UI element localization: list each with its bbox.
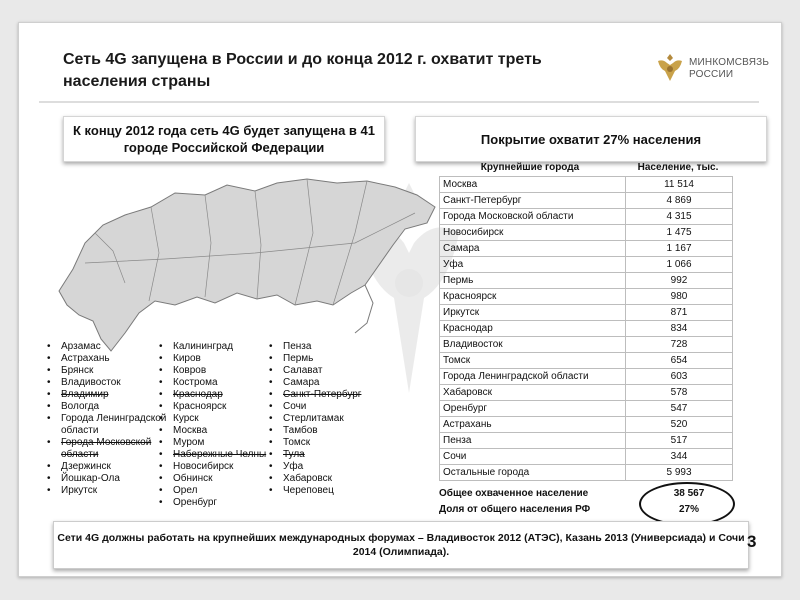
table-row: [440, 385, 733, 401]
city-cell: Томск: [440, 353, 626, 369]
city-cell: Самара: [440, 241, 626, 257]
cities-column-1: [45, 341, 173, 497]
population-cell: 5 993: [626, 465, 733, 481]
city-list-item: • Краснодар: [157, 389, 277, 401]
city-list-item: • Хабаровск: [267, 473, 387, 485]
population-cell: 517: [626, 433, 733, 449]
city-list-item: • Кострома: [157, 377, 277, 389]
city-list-item: • Йошкар-Ола: [45, 473, 173, 485]
city-list-item: • Томск: [267, 437, 387, 449]
slide-title: Сеть 4G запущена в России и до конца 2012 г. охватит треть населения страны: [63, 51, 542, 90]
city-list-item: • Орел: [157, 485, 277, 497]
city-list-item: • Обнинск: [157, 473, 277, 485]
city-list-item: • Сочи: [267, 401, 387, 413]
city-cell: Остальные города: [440, 465, 626, 481]
city-list-item: • Киров: [157, 353, 277, 365]
cities-column-2: [157, 341, 277, 509]
table-row: [440, 241, 733, 257]
city-list-item: • Пермь: [267, 353, 387, 365]
city-cell: Красноярск: [440, 289, 626, 305]
right-panel-header: Покрытие охватит 27% населения: [415, 116, 767, 162]
share-label: Доля от общего населения РФ: [439, 503, 591, 515]
city-list-item: • Арзамас: [45, 341, 173, 353]
city-list-item: • Курск: [157, 413, 277, 425]
city-cell: Владивосток: [440, 337, 626, 353]
city-cell: Оренбург: [440, 401, 626, 417]
table-header: [437, 158, 751, 176]
city-list-item: • Владимир: [45, 389, 173, 401]
share-value: 27%: [678, 503, 699, 515]
city-list-item: • Калининград: [157, 341, 277, 353]
column-header-population: Население, тыс.: [637, 161, 719, 173]
population-cell: 11 514: [626, 177, 733, 193]
column-header-city: Крупнейшие города: [480, 161, 580, 173]
city-list-item: • Салават: [267, 365, 387, 377]
city-list-item: • Санкт-Петербург: [267, 389, 387, 401]
city-cell: Города Московской области: [440, 209, 626, 225]
bottom-note: Сети 4G должны работать на крупнейших международных форумах – Владивосток 2012 (АТЭС), Казань 2013 (Универсиада) и Сочи 2014 (Олимпиада).: [53, 521, 749, 569]
table-row: [440, 209, 733, 225]
population-cell: 578: [626, 385, 733, 401]
table-row: [440, 289, 733, 305]
population-table: [437, 158, 751, 481]
city-list-item: • Ковров: [157, 365, 277, 377]
city-list-item: • Пенза: [267, 341, 387, 353]
table-row: [440, 465, 733, 481]
city-cell: Города Ленинградской области: [440, 369, 626, 385]
slide: [18, 22, 782, 577]
city-cell: Новосибирск: [440, 225, 626, 241]
city-cell: Астрахань: [440, 417, 626, 433]
table-row: [440, 225, 733, 241]
cities-column-3: [267, 341, 387, 497]
city-cell: Пермь: [440, 273, 626, 289]
population-cell: 1 167: [626, 241, 733, 257]
city-list-item: • Уфа: [267, 461, 387, 473]
table-row: [440, 417, 733, 433]
population-cell: 992: [626, 273, 733, 289]
table-row: [440, 401, 733, 417]
city-list-item: • Города Ленинградской области: [45, 413, 173, 437]
population-cell: 344: [626, 449, 733, 465]
table-row: [440, 369, 733, 385]
population-cell: 871: [626, 305, 733, 321]
population-cell: 4 315: [626, 209, 733, 225]
population-cell: 547: [626, 401, 733, 417]
table-row: [440, 257, 733, 273]
total-value: 38 567: [673, 487, 705, 499]
city-cell: Москва: [440, 177, 626, 193]
city-list-item: • Дзержинск: [45, 461, 173, 473]
table-row: [440, 449, 733, 465]
table-row: [440, 433, 733, 449]
left-panel-header: К концу 2012 года сеть 4G будет запущена в 41 городе Российской Федерации: [63, 116, 385, 162]
city-cell: Иркутск: [440, 305, 626, 321]
table-row: [440, 337, 733, 353]
city-cell: Пенза: [440, 433, 626, 449]
city-list-item: • Муром: [157, 437, 277, 449]
ministry-logo: [655, 51, 775, 91]
city-list-item: • Череповец: [267, 485, 387, 497]
logo-text: МИНКОМСВЯЗЬ РОССИИ: [689, 57, 770, 80]
city-cell: Хабаровск: [440, 385, 626, 401]
city-cell: Санкт-Петербург: [440, 193, 626, 209]
population-cell: 520: [626, 417, 733, 433]
total-label: Общее охваченное население: [439, 487, 589, 499]
city-list-item: • Оренбург: [157, 497, 277, 509]
population-cell: 1 475: [626, 225, 733, 241]
table-row: [440, 177, 733, 193]
page-number: 3: [747, 532, 757, 551]
city-list-item: • Самара: [267, 377, 387, 389]
title-divider: [39, 101, 759, 103]
table-row: [440, 321, 733, 337]
population-cell: 603: [626, 369, 733, 385]
highlight-ellipse: [639, 482, 735, 526]
russia-map: [55, 173, 455, 363]
city-list-item: • Вологда: [45, 401, 173, 413]
city-list-item: • Владивосток: [45, 377, 173, 389]
eagle-emblem-icon: [655, 51, 685, 85]
table-row: [440, 353, 733, 369]
city-list-item: • Брянск: [45, 365, 173, 377]
population-cell: 4 869: [626, 193, 733, 209]
city-list-item: • Тула: [267, 449, 387, 461]
table-row: [440, 193, 733, 209]
population-cell: 654: [626, 353, 733, 369]
city-list-item: • Новосибирск: [157, 461, 277, 473]
city-cell: Уфа: [440, 257, 626, 273]
city-list-item: • Набережные Челны: [157, 449, 277, 461]
population-cell: 728: [626, 337, 733, 353]
city-cell: Сочи: [440, 449, 626, 465]
table-row: [440, 273, 733, 289]
population-cell: 834: [626, 321, 733, 337]
city-list-item: • Тамбов: [267, 425, 387, 437]
city-list-item: • Красноярск: [157, 401, 277, 413]
city-list-item: • Москва: [157, 425, 277, 437]
population-cell: 980: [626, 289, 733, 305]
population-cell: 1 066: [626, 257, 733, 273]
city-cell: Краснодар: [440, 321, 626, 337]
city-list-item: • Города Московской области: [45, 437, 173, 461]
city-list-item: • Астрахань: [45, 353, 173, 365]
city-list-item: • Стерлитамак: [267, 413, 387, 425]
table-row: [440, 305, 733, 321]
city-list-item: • Иркутск: [45, 485, 173, 497]
